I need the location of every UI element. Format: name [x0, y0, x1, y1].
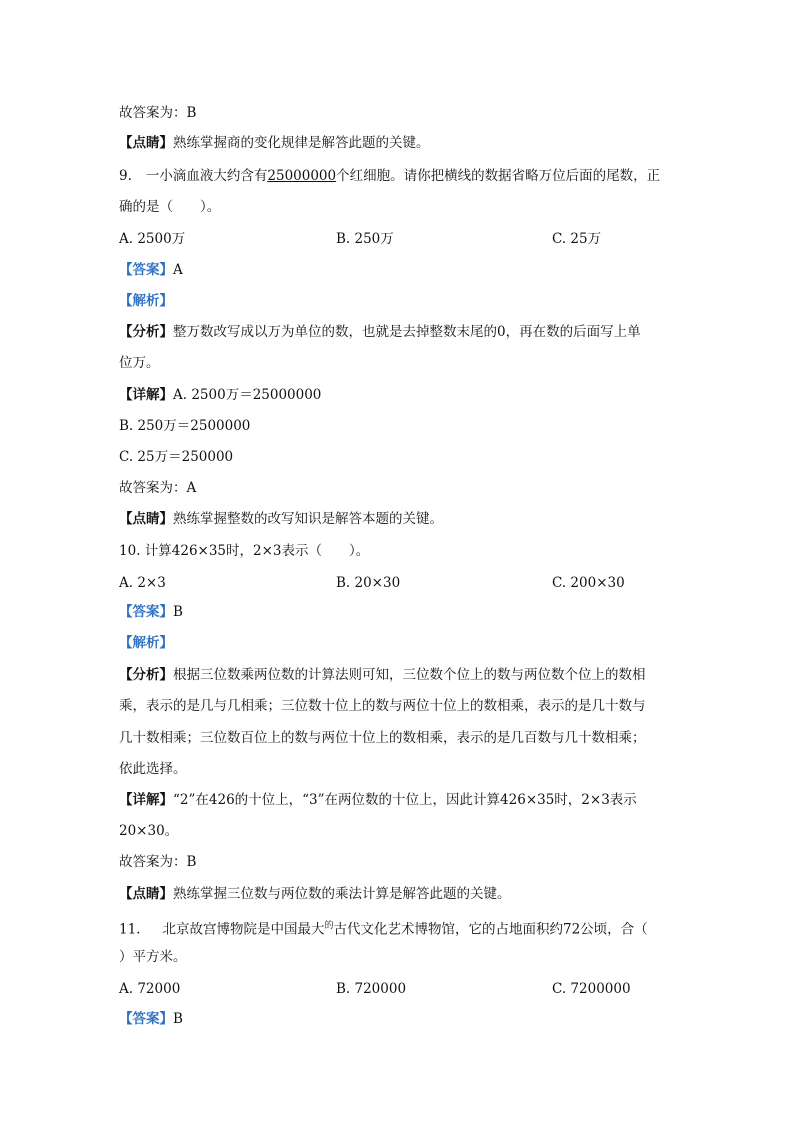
answer-line: 故答案为：B: [119, 105, 197, 121]
key-point-text: 熟练掌握商的变化规律是解答此题的关键。: [173, 135, 430, 151]
key-point-line: [119, 134, 430, 152]
question-text: 北京故宫博物院是中国最大: [162, 921, 325, 938]
key-point-tag: 【点睛】: [119, 511, 173, 527]
answer-line: 故答案为：B: [119, 854, 197, 870]
question-text: 一小滴血液大约含有: [145, 168, 268, 184]
question-number: 9.: [119, 168, 132, 184]
key-point-tag: 【点睛】: [119, 135, 173, 151]
option-a: A. 2500万: [119, 231, 186, 247]
analysis-line-1: [119, 323, 641, 341]
answer-tag: 【答案】: [119, 604, 173, 620]
question-11-line-1: [119, 917, 648, 939]
detail-line-2: 20×30。: [119, 823, 179, 839]
detail-line-1: [119, 386, 321, 404]
detail-line-2: B. 250万＝2500000: [119, 418, 251, 434]
option-b: B. 20×30: [336, 575, 401, 591]
answer-line: 故答案为：A: [119, 480, 197, 496]
option-c: C. 7200000: [552, 981, 631, 997]
answer-tag: 【答案】: [119, 1011, 173, 1027]
detail-text: A. 2500万＝25000000: [173, 387, 322, 403]
key-point-line: [119, 885, 511, 903]
detail-line-3: C. 25万＝250000: [119, 449, 234, 465]
answer-tag: 【答案】: [119, 262, 173, 278]
detail-tag: 【详解】: [119, 792, 173, 808]
answer-label: [119, 261, 183, 279]
option-b: B. 720000: [336, 981, 407, 997]
underlined-number: 25000000: [267, 168, 337, 184]
answer-value: B: [173, 604, 183, 620]
answer-value: B: [173, 1011, 183, 1027]
answer-label: [119, 1010, 183, 1028]
detail-text: “2”在426的十位上，“3”在两位数的十位上，因此计算426×35时，2×3表示: [173, 792, 637, 808]
question-10-line-1: 10. 计算426×35时，2×3表示（ ）。: [119, 543, 370, 559]
key-point-text: 熟练掌握整数的改写知识是解答本题的关键。: [173, 511, 443, 527]
option-c: C. 200×30: [552, 575, 625, 591]
analysis-line-1: [119, 666, 646, 684]
question-number: 11.: [119, 921, 141, 938]
question-text: 个红细胞。请你把横线的数据省略万位后面的尾数，正: [336, 168, 661, 184]
detail-tag: 【详解】: [119, 387, 173, 403]
analysis-tag: 【分析】: [119, 324, 173, 340]
key-point-text: 熟练掌握三位数与两位数的乘法计算是解答此题的关键。: [173, 886, 511, 902]
question-9-line-1: [119, 167, 660, 185]
analysis-line-2: 位万。: [119, 355, 160, 371]
option-c: C. 25万: [552, 231, 602, 247]
analysis-line-4: 依此选择。: [119, 761, 187, 777]
analysis-line-3: 几十数相乘；三位数百位上的数与两位十位上的数相乘，表示的是几百数与几十数相乘；: [119, 730, 646, 746]
superscript-char: 的: [324, 921, 334, 931]
analysis-tag: 【分析】: [119, 667, 173, 683]
option-a: A. 72000: [119, 981, 181, 997]
analysis-heading: 【解析】: [119, 635, 173, 651]
analysis-line-2: 乘，表示的是几与几相乘；三位数十位上的数与两位十位上的数相乘，表示的是几十数与: [119, 698, 646, 714]
analysis-text: 根据三位数乘两位数的计算法则可知，三位数个位上的数与两位数个位上的数相: [173, 667, 646, 683]
analysis-heading: 【解析】: [119, 293, 173, 309]
detail-line-1: [119, 791, 637, 809]
option-a: A. 2×3: [119, 575, 166, 591]
question-text: 古代文化艺术博物馆，它的占地面积约72公顷，合（: [333, 921, 648, 938]
answer-label: [119, 603, 183, 621]
question-11-line-2: ）平方米。: [119, 949, 187, 965]
key-point-line: [119, 510, 443, 528]
analysis-text: 整万数改写成以万为单位的数，也就是去掉整数末尾的0，再在数的后面写上单: [173, 324, 641, 340]
answer-value: A: [173, 262, 183, 278]
key-point-tag: 【点睛】: [119, 886, 173, 902]
question-9-line-2: 确的是（ ）。: [119, 199, 221, 215]
option-b: B. 250万: [336, 231, 394, 247]
